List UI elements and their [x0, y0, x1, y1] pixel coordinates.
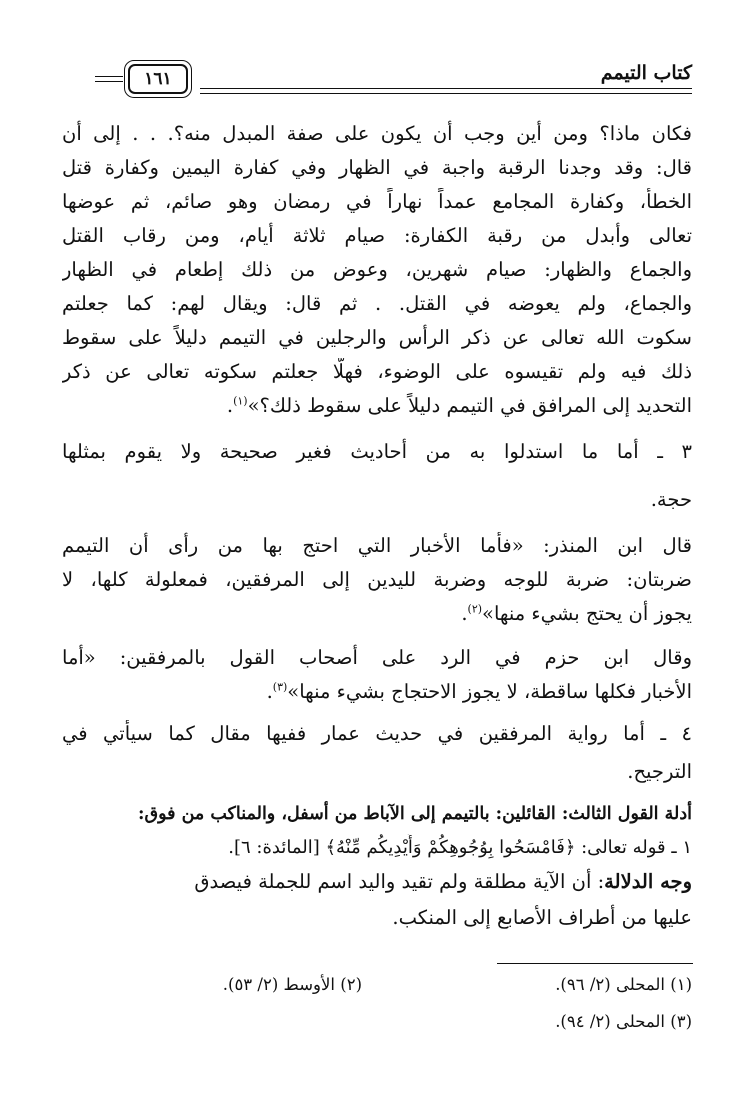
text-line: عليها من أطراف الأصابع إلى المنكب.: [392, 906, 692, 929]
text-line: قال ابن المنذر: «فأما الأخبار التي احتج بها من رأى أن التيمم: [62, 534, 692, 557]
point-label: وجه الدلالة: [604, 870, 692, 893]
header-rule-left-1: [95, 76, 123, 77]
text-line: تعالى وأبدل من رقبة الكفارة: صيام ثلاثة أيام، ومن رقاب القتل: [62, 224, 692, 247]
footnote-marker-1: (١): [233, 394, 248, 408]
text-line: الخطأ، وكفارة المجامع عمداً نهاراً في رمضان وهو صائم، ثم عوضها: [62, 190, 692, 213]
footnote-rule: [497, 963, 693, 964]
line-tail: .: [461, 602, 468, 625]
text-line: سكوت الله تعالى عن ذكر الرأس والرجلين في التيمم دليلاً على سقوط: [62, 326, 692, 349]
text-line: ٣ ـ أما ما استدلوا به من أحاديث فغير صحيحة ولا يقوم بمثلها: [62, 440, 692, 463]
footnote-marker-3: (٣): [272, 680, 288, 694]
footnote-1: (١) المحلى (٢/ ٩٦).: [555, 975, 692, 994]
text-line: والجماع، ولم يعوضه في القتل. . ثم قال: ويقال لهم: كما جعلتم: [62, 292, 692, 315]
text-line: ١ ـ قوله تعالى: ﴿فَامْسَحُوا بِوُجُوهِكُمْ وَأَيْدِيكُم مِّنْهُ﴾ [المائدة: ٦].: [228, 837, 692, 858]
text-line: [62, 392, 692, 420]
text-run: : أن الآية مطلقة ولم تقيد واليد اسم للجملة فيصدق: [194, 870, 605, 893]
text-line: [62, 868, 692, 896]
footnote-marker-2: (٢): [467, 602, 483, 616]
line-tail: .: [266, 680, 273, 703]
text-line: حجة.: [650, 488, 692, 511]
header-rule-left-2: [95, 81, 123, 82]
text-line: قال: وقد وجدنا الرقبة واجبة في الظهار وفي كفارة اليمين وكفارة قتل: [62, 156, 692, 179]
text-line: ذلك فيه ولم تقيسوه على الوضوء، فهلّا جعلتم سكوته تعالى عن ذكر: [62, 360, 692, 383]
text-line: [62, 678, 692, 706]
text-line: فكان ماذا؟ ومن أين وجب أن يكون على صفة المبدل منه؟. . . إلى أن: [62, 122, 692, 145]
footnote-3: (٣) المحلى (٢/ ٩٤).: [555, 1012, 692, 1031]
page-number: ١٦١: [128, 64, 188, 94]
text-run: الأخبار فكلها ساقطة، لا يجوز الاحتجاج بشيء منها»: [287, 680, 692, 703]
section-heading: أدلة القول الثالث: القائلين: بالتيمم إلى الآباط من أسفل، والمناكب من فوق:: [138, 804, 692, 824]
header-rule-right-2: [200, 93, 692, 94]
text-line: وقال ابن حزم في الرد على أصحاب القول بالمرفقين: «أما: [62, 646, 692, 669]
text-line: [62, 600, 692, 628]
text-line: والجماع والظهار: صيام شهرين، وعوض من ذلك إطعام في الظهار: [62, 258, 692, 281]
footnote-2: (٢) الأوسط (٢/ ٥٣).: [222, 975, 362, 994]
text-line: ٤ ـ أما رواية المرفقين في حديث عمار ففيها مقال كما سيأتي في: [62, 722, 692, 745]
text-line: الترجيح.: [627, 760, 692, 783]
text-line: ضربتان: ضربة للوجه وضربة لليدين إلى المرفقين، فمعلولة كلها، لا: [62, 568, 692, 591]
running-title: كتاب التيمم: [600, 62, 692, 84]
text-run: يجوز أن يحتج بشيء منها»: [482, 602, 692, 625]
header-rule-right-1: [200, 88, 692, 89]
line-tail: .: [226, 394, 234, 417]
text-run: التحديد إلى المرافق في التيمم دليلاً على سقوط ذلك؟»: [247, 394, 692, 417]
